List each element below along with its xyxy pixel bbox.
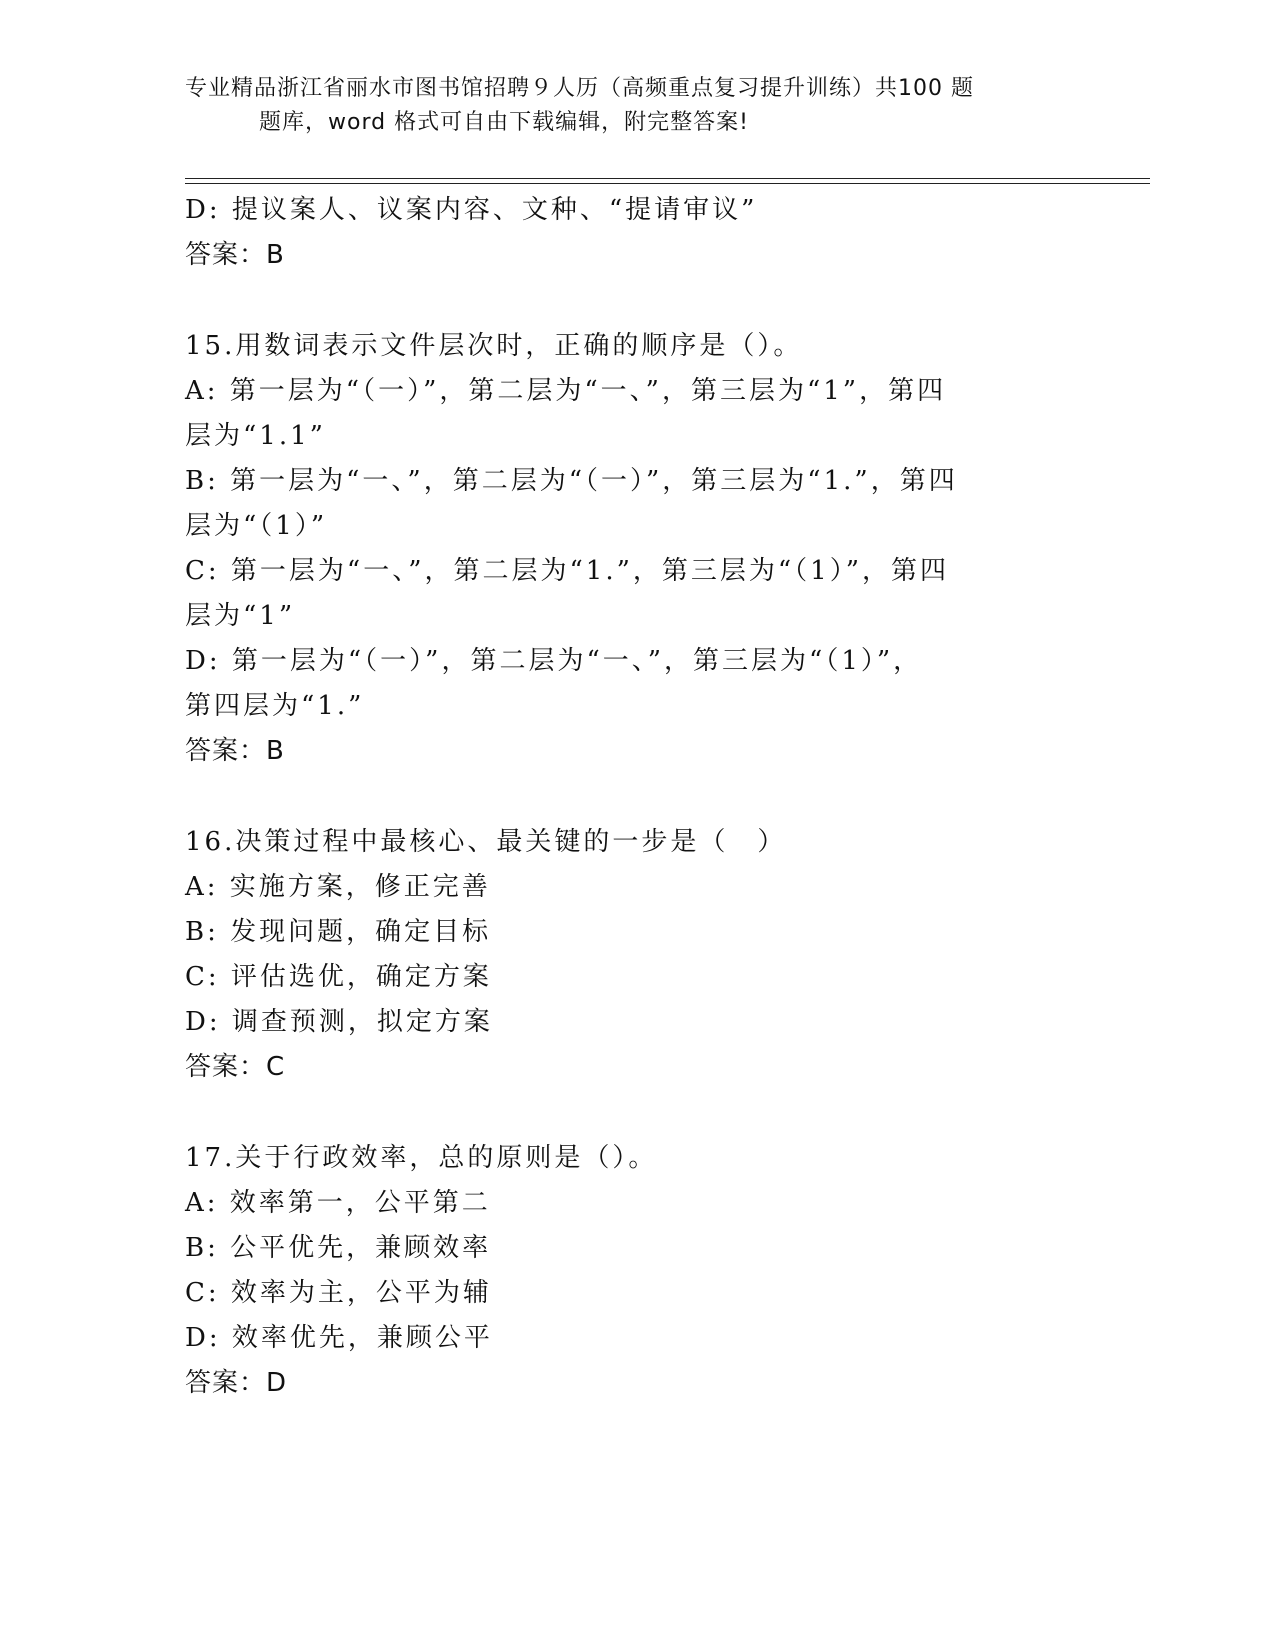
answer-line: 答案：B: [185, 736, 285, 766]
option-c: C: 效率为主，公平为辅: [185, 1278, 492, 1308]
header-divider-top: [185, 178, 1150, 179]
option-d: D: 效率优先，兼顾公平: [185, 1323, 493, 1353]
question-block-16: [185, 820, 1085, 1090]
option-a: A: 实施方案，修正完善: [185, 872, 491, 902]
question-block-15: [185, 324, 1085, 774]
question-block-14: [185, 188, 1085, 278]
answer-line: 答案：D: [185, 1368, 288, 1398]
option-c: C: 第一层为“一、”，第二层为“1.”，第三层为“（1）”，第四: [185, 556, 950, 586]
header-title-line1: 专业精品浙江省丽水市图书馆招聘９人历（高频重点复习提升训练）共100 题: [185, 76, 974, 101]
option-b: B: 公平优先，兼顾效率: [185, 1233, 492, 1263]
question-list: [185, 188, 1085, 1406]
option-b: B: 第一层为“一、”，第二层为“（一）”，第三层为“1.”，第四: [185, 466, 958, 496]
option-b-continued: 层为“（1）”: [185, 511, 328, 541]
document-header: [185, 72, 1065, 140]
option-c-continued: 层为“1”: [185, 601, 296, 631]
option-d: D: 调查预测，拟定方案: [185, 1007, 493, 1037]
spacer: [185, 1090, 1085, 1136]
option-d: D: 第一层为“（一）”，第二层为“一、”，第三层为“（1）”，: [185, 646, 923, 676]
question-block-17: [185, 1136, 1085, 1406]
spacer: [185, 774, 1085, 820]
header-title-line2: 题库，word 格式可自由下载编辑，附完整答案!: [259, 110, 749, 135]
option-a: A: 第一层为“（一）”，第二层为“一、”，第三层为“1”，第四: [185, 376, 947, 406]
option-a: A: 效率第一，公平第二: [185, 1188, 491, 1218]
question-text: 17.关于行政效率，总的原则是（）。: [185, 1143, 658, 1173]
answer-line: 答案：B: [185, 240, 285, 270]
question-text: 16.决策过程中最核心、最关键的一步是（ ）: [185, 827, 787, 857]
spacer: [185, 278, 1085, 324]
option-a-continued: 层为“1.1”: [185, 421, 326, 451]
answer-line: 答案：C: [185, 1052, 286, 1082]
option-b: B: 发现问题，确定目标: [185, 917, 492, 947]
option-d: D: 提议案人、议案内容、文种、“提请审议”: [185, 195, 758, 225]
option-d-continued: 第四层为“1.”: [185, 691, 365, 721]
question-text: 15.用数词表示文件层次时，正确的顺序是（）。: [185, 331, 803, 361]
header-divider-bottom: [185, 183, 1150, 184]
option-c: C: 评估选优，确定方案: [185, 962, 492, 992]
